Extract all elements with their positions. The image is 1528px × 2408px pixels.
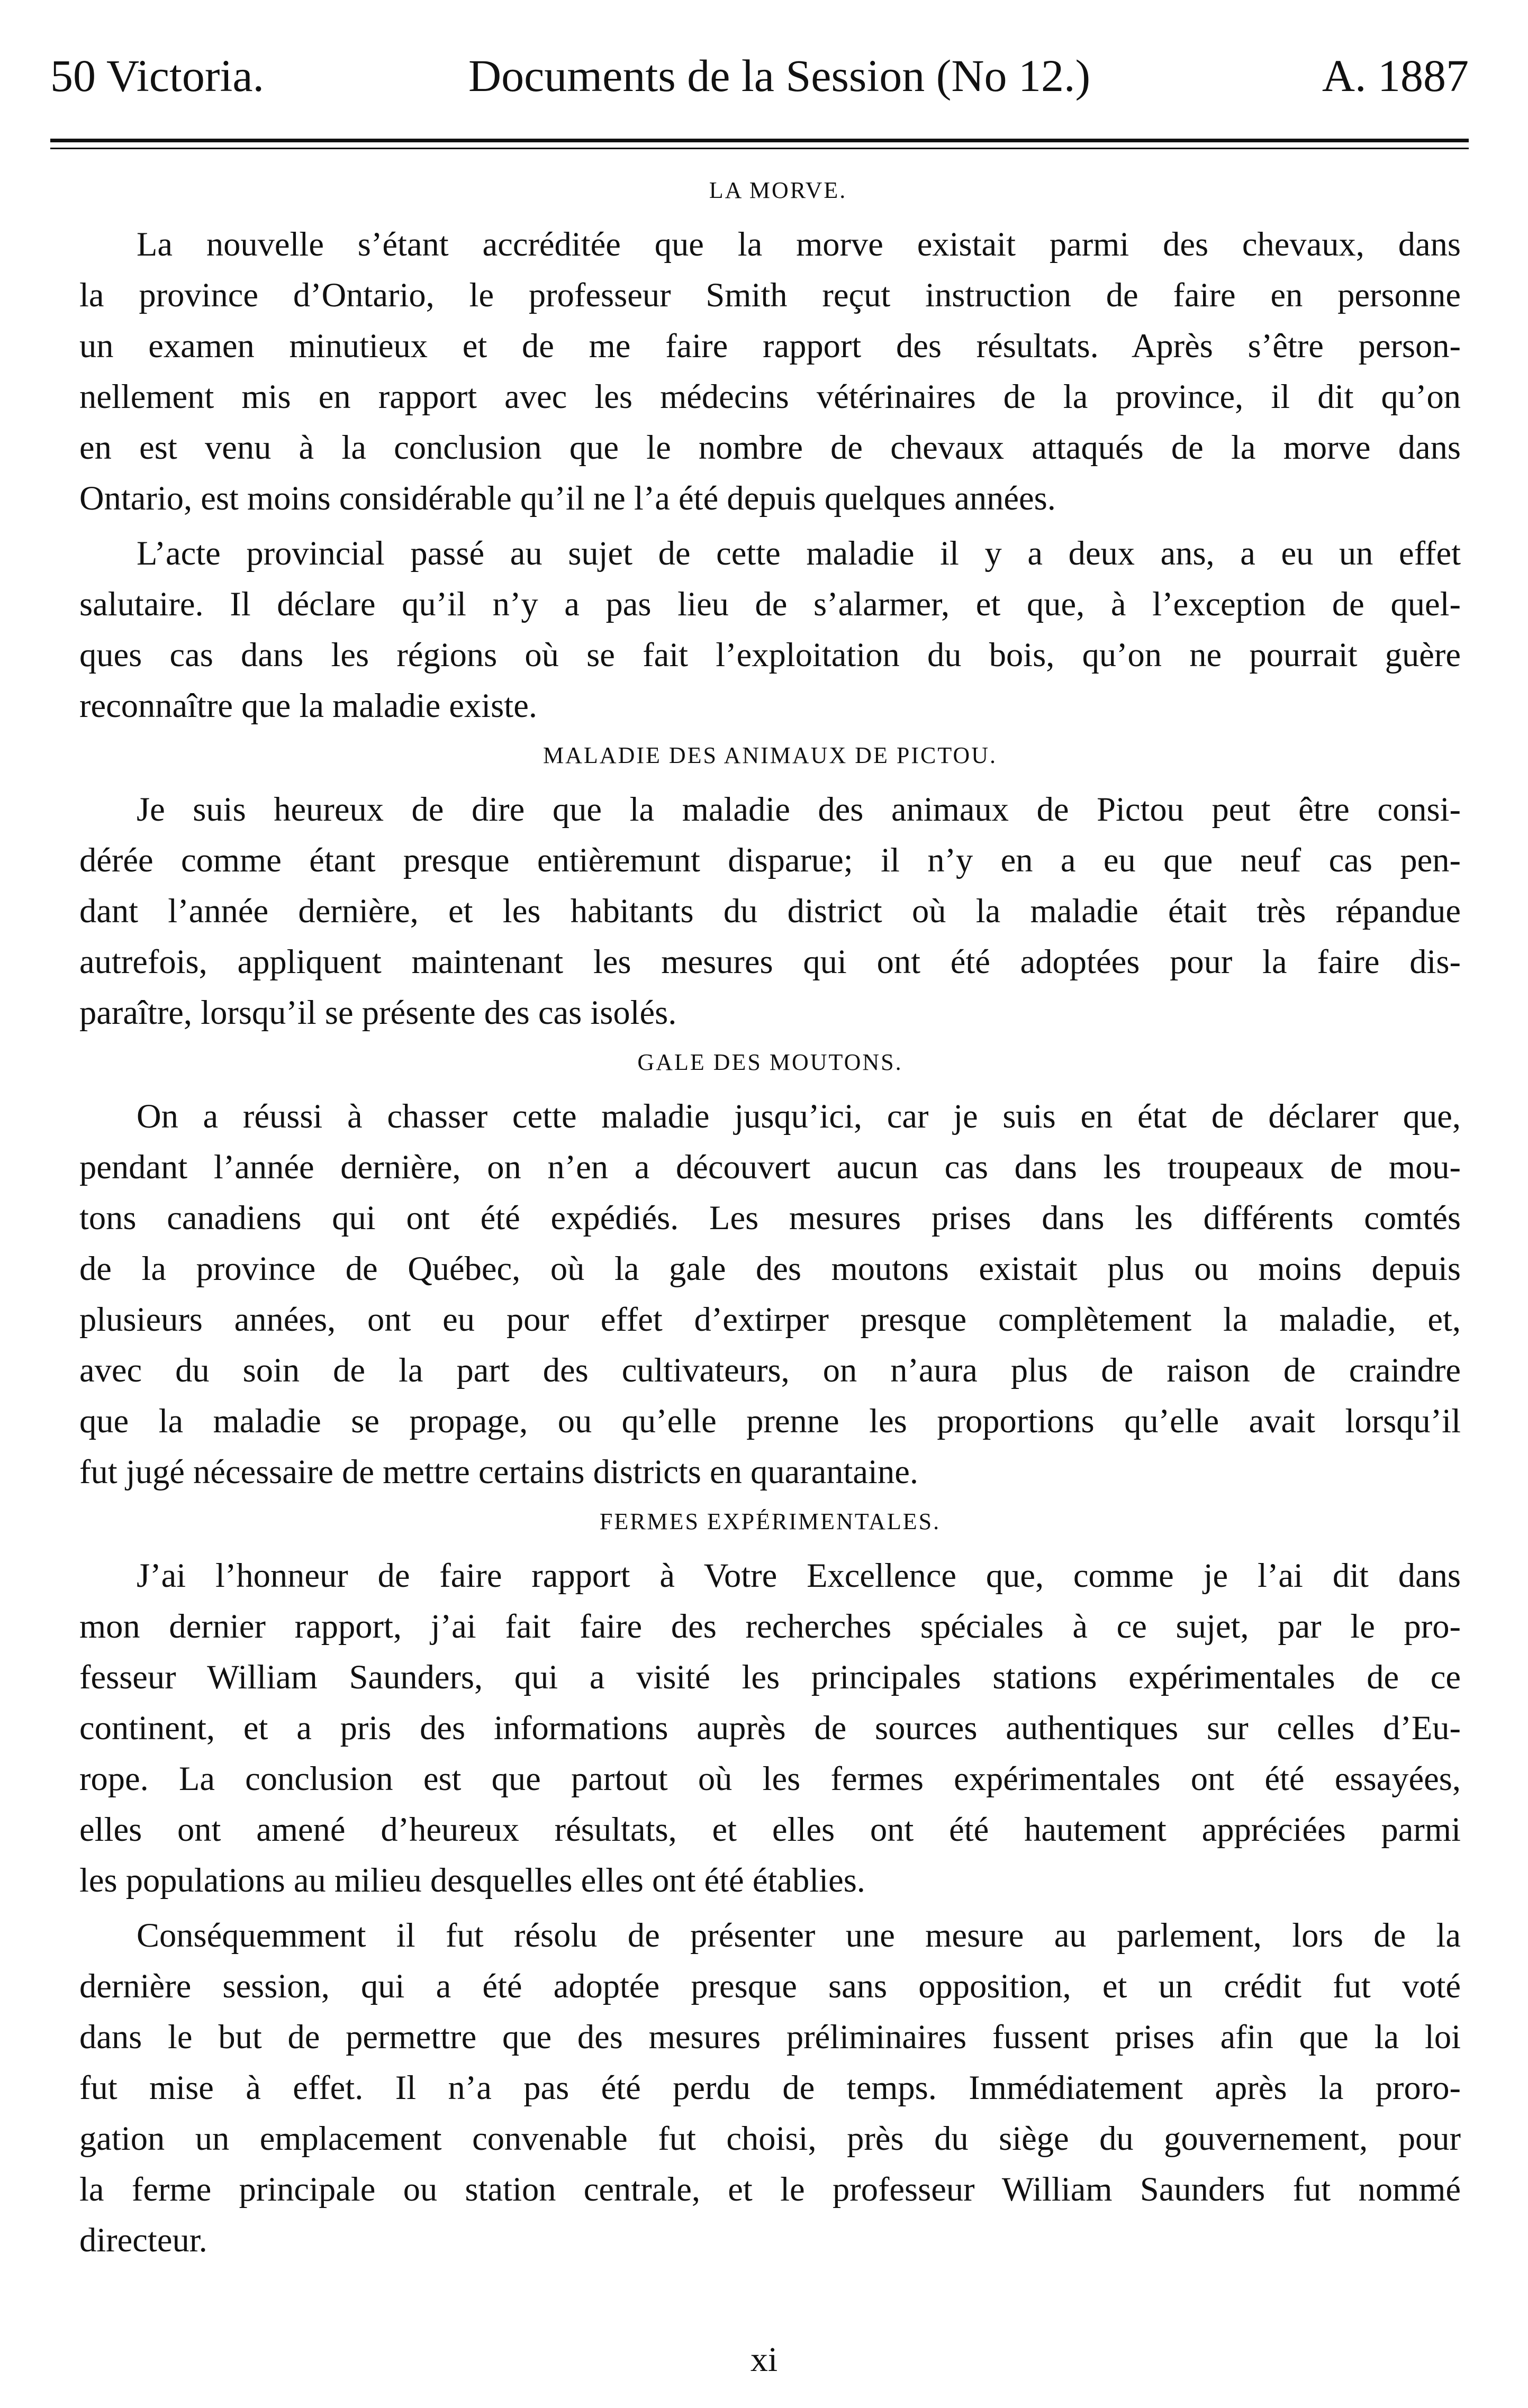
text-line: dernière session, qui a été adoptée presque sans opposition, et un crédit fut voté bbox=[79, 1967, 1461, 2005]
text-line: autrefois, appliquent maintenant les mesures qui ont été adoptées pour la faire dis- bbox=[79, 943, 1461, 980]
text-line: les populations au milieu desquelles elles ont été établies. bbox=[79, 1861, 865, 1899]
paragraph-gap bbox=[79, 1906, 1461, 1910]
header-year: A. 1887 bbox=[1322, 50, 1469, 101]
text-line: que la maladie se propage, ou qu’elle prenne les proportions qu’elle avait lorsqu’il bbox=[79, 1402, 1461, 1440]
header-rule-thick bbox=[50, 139, 1469, 142]
text-line: dans le but de permettre que des mesures préliminaires fussent prises afin que la loi bbox=[79, 2018, 1461, 2056]
paragraph bbox=[79, 1910, 1461, 2266]
text-line: en est venu à la conclusion que le nombre de chevaux attaqués de la morve dans bbox=[79, 429, 1461, 466]
text-line: dant l’année dernière, et les habitants du district où la maladie était très répandue bbox=[79, 892, 1461, 930]
paragraph bbox=[79, 784, 1461, 1038]
paragraph bbox=[79, 1550, 1461, 1906]
text-line: pendant l’année dernière, on n’en a découvert aucun cas dans les troupeaux de mou- bbox=[79, 1148, 1461, 1186]
text-line: ques cas dans les régions où se fait l’exploitation du bois, qu’on ne pourrait guère bbox=[79, 636, 1461, 674]
header-rule-thin bbox=[50, 148, 1469, 149]
text-line: nellement mis en rapport avec les médecins vétérinaires de la province, il dit qu’on bbox=[79, 378, 1461, 415]
page-body bbox=[79, 175, 1461, 2266]
text-line: la province d’Ontario, le professeur Smith reçut instruction de faire en personne bbox=[79, 276, 1461, 314]
text-line: Je suis heureux de dire que la maladie des animaux de Pictou peut être consi- bbox=[137, 790, 1461, 828]
text-line: gation un emplacement convenable fut choisi, près du siège du gouvernement, pour bbox=[79, 2120, 1461, 2157]
text-line: Conséquemment il fut résolu de présenter une mesure au parlement, lors de la bbox=[137, 1916, 1461, 1954]
section-heading: GALE DES MOUTONS. bbox=[637, 1049, 903, 1075]
text-line: fut mise à effet. Il n’a pas été perdu de temps. Immédiatement après la proro- bbox=[79, 2069, 1461, 2106]
text-line: Ontario, est moins considérable qu’il ne l’a été depuis quelques années. bbox=[79, 479, 1056, 517]
text-line: de la province de Québec, où la gale des moutons existait plus ou moins depuis bbox=[79, 1250, 1461, 1287]
text-line: plusieurs années, ont eu pour effet d’extirper presque complètement la maladie, et, bbox=[79, 1301, 1461, 1338]
text-line: dérée comme étant presque entièremunt disparue; il n’y en a eu que neuf cas pen- bbox=[79, 841, 1461, 879]
text-line: directeur. bbox=[79, 2221, 207, 2259]
text-line: continent, et a pris des informations auprès de sources authentiques sur celles d’Eu- bbox=[79, 1709, 1461, 1747]
text-line: paraître, lorsqu’il se présente des cas isolés. bbox=[79, 994, 677, 1031]
section-heading: FERMES EXPÉRIMENTALES. bbox=[599, 1509, 941, 1534]
text-line: avec du soin de la part des cultivateurs, on n’aura plus de raison de craindre bbox=[79, 1351, 1461, 1389]
paragraph-gap bbox=[79, 524, 1461, 528]
text-line: reconnaître que la maladie existe. bbox=[79, 687, 537, 724]
header-volume: 50 Victoria. bbox=[50, 50, 265, 101]
text-line: L’acte provincial passé au sujet de cette maladie il y a deux ans, a eu un effet bbox=[137, 534, 1461, 572]
text-line: rope. La conclusion est que partout où les fermes expérimentales ont été essayées, bbox=[79, 1760, 1461, 1797]
section-heading: LA MORVE. bbox=[709, 177, 847, 203]
text-line: tons canadiens qui ont été expédiés. Les mesures prises dans les différents comtés bbox=[79, 1199, 1461, 1237]
paragraph bbox=[79, 528, 1461, 731]
running-header bbox=[50, 41, 1469, 110]
text-line: J’ai l’honneur de faire rapport à Votre Excellence que, comme je l’ai dit dans bbox=[137, 1557, 1461, 1594]
text-line: On a réussi à chasser cette maladie jusqu’ici, car je suis en état de déclarer que, bbox=[137, 1097, 1461, 1135]
paragraph bbox=[79, 1091, 1461, 1497]
text-line: un examen minutieux et de me faire rapport des résultats. Après s’être person- bbox=[79, 327, 1461, 365]
text-line: fut jugé nécessaire de mettre certains districts en quarantaine. bbox=[79, 1453, 918, 1491]
page-number: xi bbox=[750, 2340, 778, 2379]
text-line: mon dernier rapport, j’ai fait faire des recherches spéciales à ce sujet, par le pro- bbox=[79, 1607, 1461, 1645]
text-line: elles ont amené d’heureux résultats, et elles ont été hautement appréciées parmi bbox=[79, 1811, 1461, 1848]
text-line: La nouvelle s’étant accréditée que la morve existait parmi des chevaux, dans bbox=[137, 225, 1461, 263]
paragraph bbox=[79, 219, 1461, 524]
text-line: la ferme principale ou station centrale, et le professeur William Saunders fut nommé bbox=[79, 2170, 1461, 2208]
text-line: salutaire. Il déclare qu’il n’y a pas lieu de s’alarmer, et que, à l’exception de quel- bbox=[79, 585, 1461, 623]
text-line: fesseur William Saunders, qui a visité les principales stations expérimentales de ce bbox=[79, 1658, 1461, 1696]
header-title: Documents de la Session (No 12.) bbox=[468, 50, 1091, 101]
section-heading: MALADIE DES ANIMAUX DE PICTOU. bbox=[543, 742, 997, 768]
